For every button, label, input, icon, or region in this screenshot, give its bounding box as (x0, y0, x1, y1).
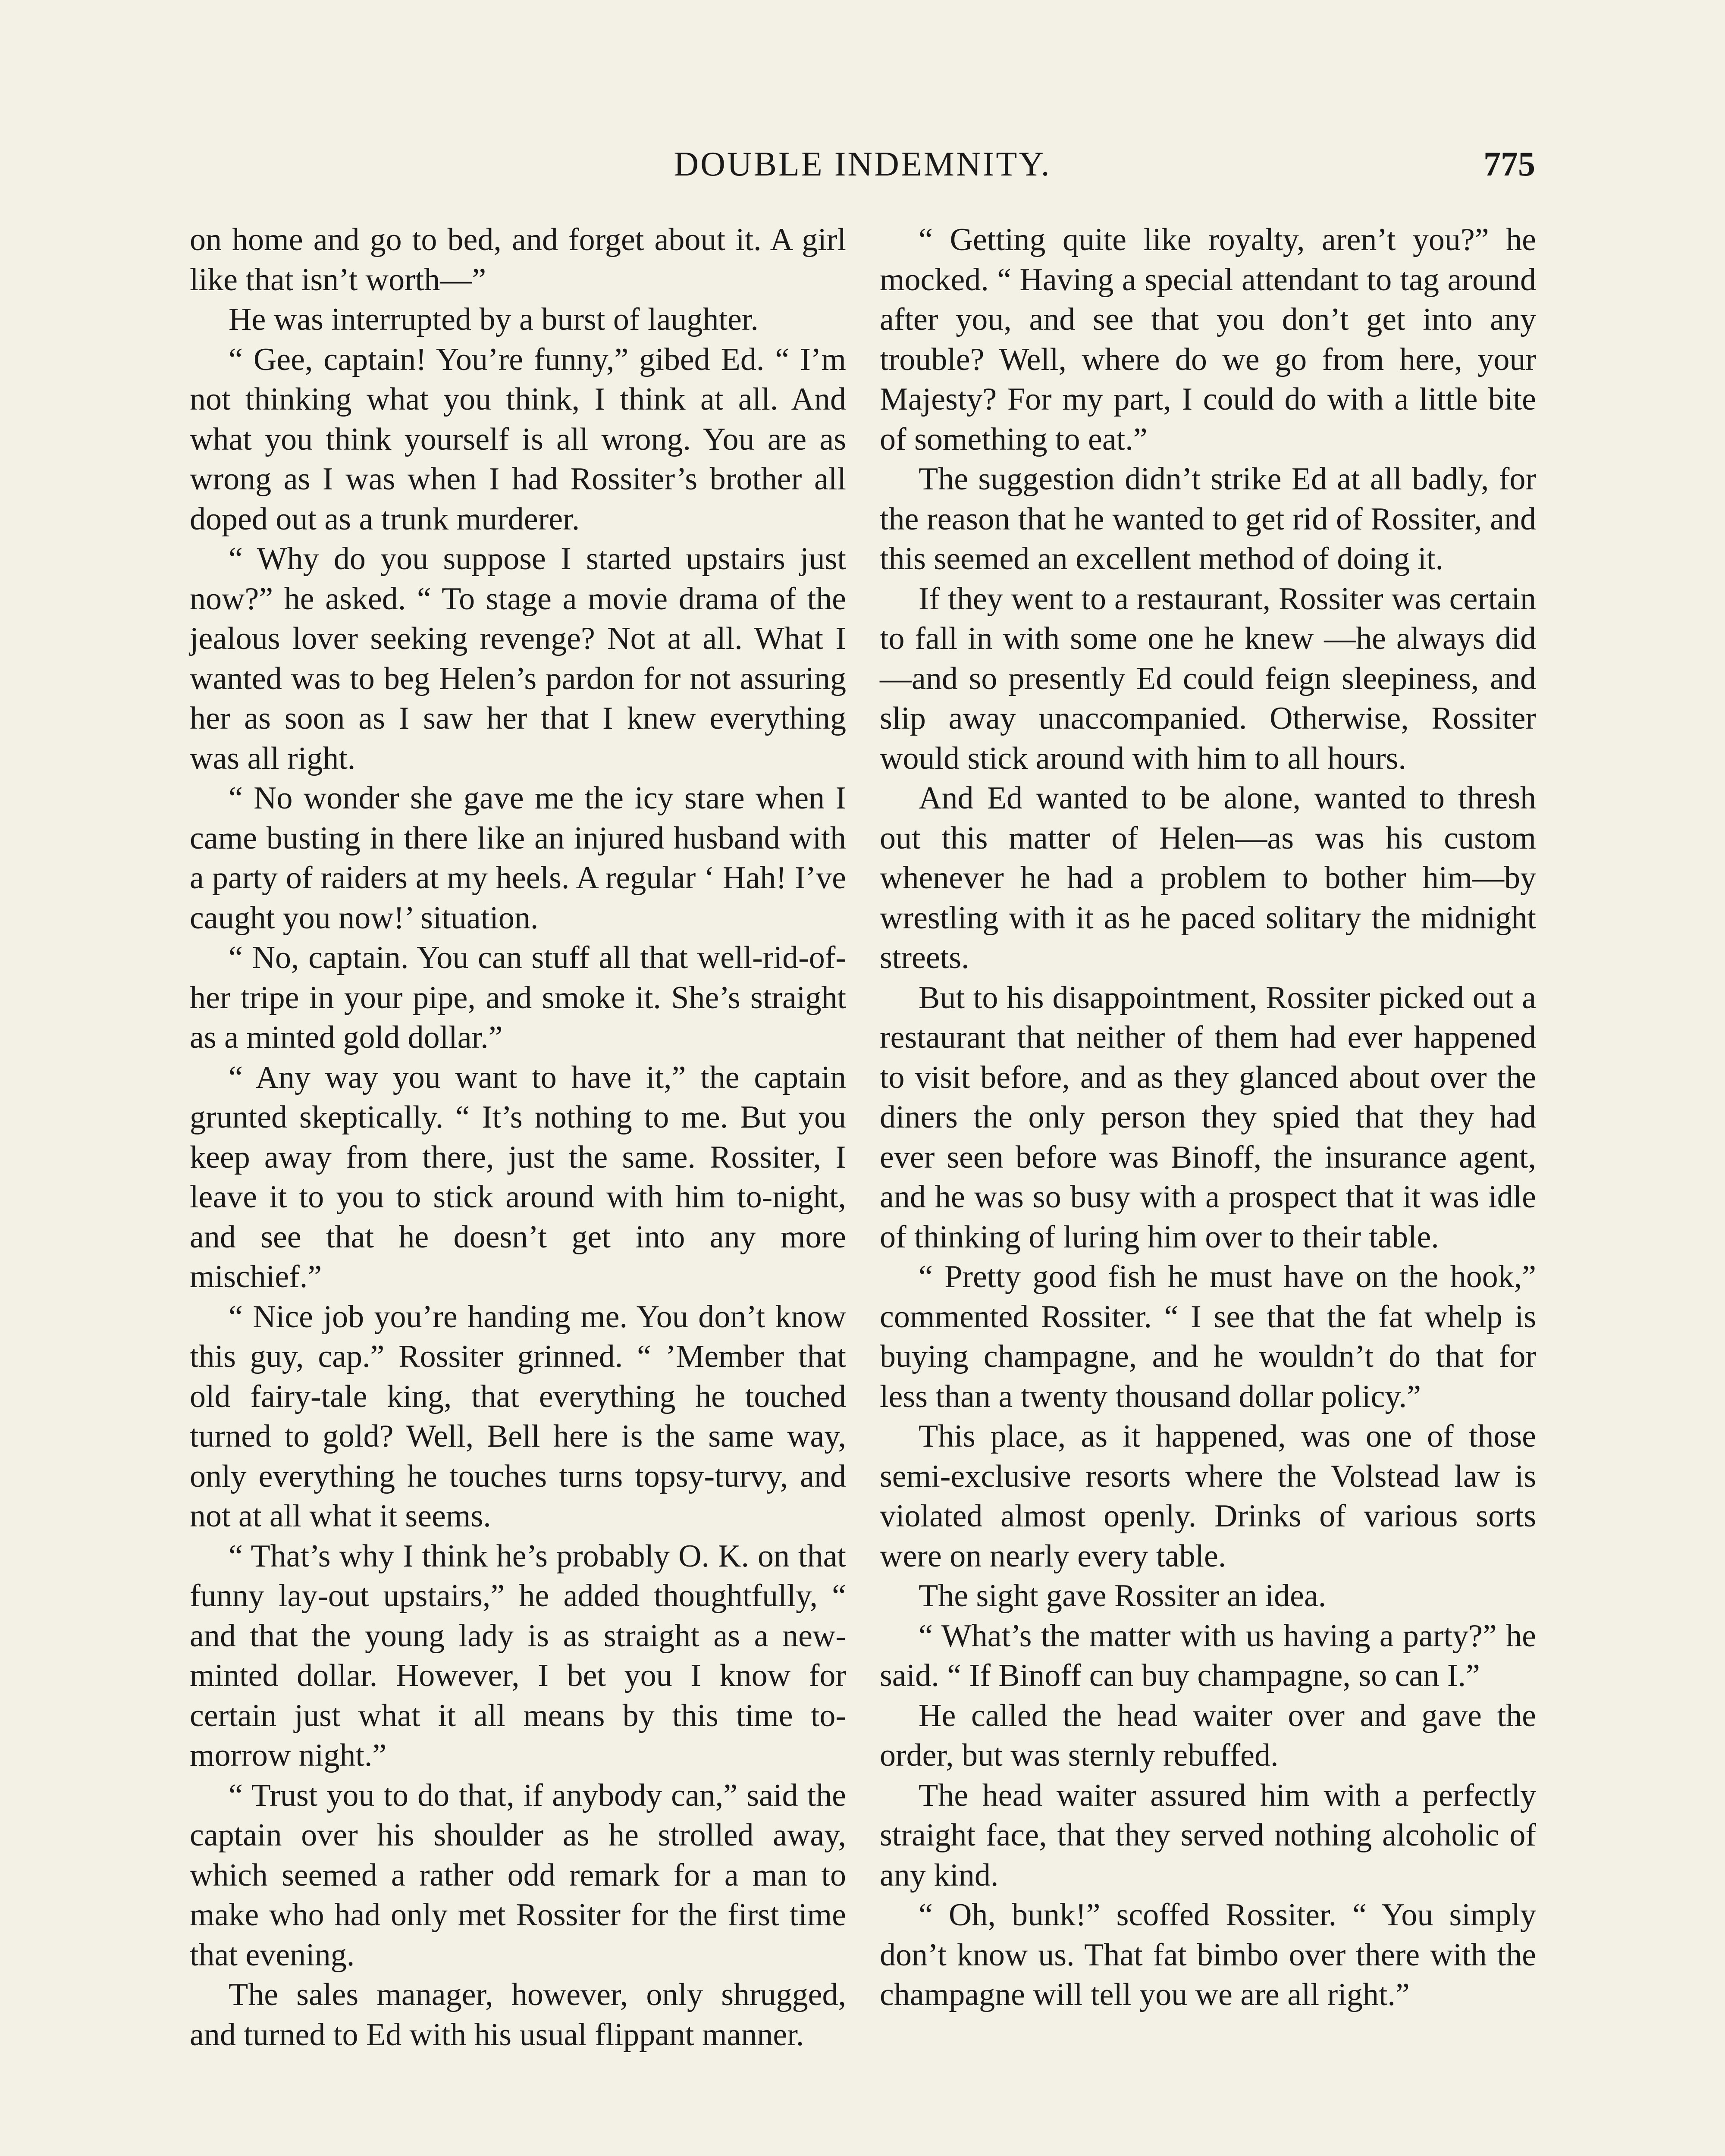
paragraph: “ What’s the matter with us having a party?” he said. “ If Binoff can buy champagne, so can I.” (880, 1618, 1536, 1693)
paragraph: “ Any way you want to have it,” the captain grunted skeptically. “ It’s nothing to me. But you keep away from there, just the same. Rossiter, I leave it to you to stick around with him to-night, and see that he doesn’t get into any more mischief.” (190, 1059, 846, 1294)
paragraph: And Ed wanted to be alone, wanted to thresh out this matter of Helen—as was his custom whenever he had a problem to bother him—by wrestling with it as he paced solitary the midnight streets. (880, 780, 1536, 975)
paragraph: The sight gave Rossiter an idea. (919, 1578, 1327, 1614)
paragraph: He was interrupted by a burst of laughter. (229, 302, 759, 337)
right-column (880, 220, 1536, 2015)
paragraph: “ No wonder she gave me the icy stare when I came busting in there like an injured husband with a party of raiders at my heels. A regular ‘ Hah! I’ve caught you now!’ situation. (190, 780, 846, 936)
running-title: DOUBLE INDEMNITY. (674, 145, 1051, 183)
paragraph: “ Gee, captain! You’re funny,” gibed Ed. “ I’m not thinking what you think, I think at all. And what you think yourself is all wrong. You are as wrong as I was when I had Rossiter’s brother all doped out as a trunk murderer. (190, 342, 846, 537)
paragraph: “ Why do you suppose I started upstairs just now?” he asked. “ To stage a movie drama of the jealous lover seeking revenge? Not at all. What I wanted was to beg Helen’s pardon for not assuring her as soon as I saw her that I knew everything was all right. (190, 541, 846, 776)
paragraph: The head waiter assured him with a perfectly straight face, that they served nothing alcoholic of any kind. (880, 1777, 1536, 1893)
paragraph: “ That’s why I think he’s probably O. K. on that funny lay-out upstairs,” he added thoughtfully, “ and that the young lady is as straight as a new-minted dollar. However, I bet you I know for certain just what it all means by this time to-morrow night.” (190, 1538, 846, 1773)
paragraph: But to his disappointment, Rossiter picked out a restaurant that neither of them had ever happened to visit before, and as they glanced about over the diners the only person they spied that they had ever seen before was Binoff, the insurance agent, and he was so busy with a prospect that it was idle of thinking of luring him over to their table. (880, 980, 1536, 1255)
paragraph: “ Trust you to do that, if anybody can,” said the captain over his shoulder as he strolled away, which seemed a rather odd remark for a man to make who had only met Rossiter for the first time that evening. (190, 1777, 846, 1973)
paragraph: This place, as it happened, was one of those semi-exclusive resorts where the Volstead law is violated almost openly. Drinks of various sorts were on nearly every table. (880, 1419, 1536, 1574)
page-header (190, 145, 1535, 192)
paragraph: “ No, captain. You can stuff all that well-rid-of-her tripe in your pipe, and smoke it. She’s straight as a minted gold dollar.” (190, 940, 846, 1055)
paragraph: “ Pretty good fish he must have on the hook,” commented Rossiter. “ I see that the fat whelp is buying champagne, and he wouldn’t do that for less than a twenty thousand dollar policy.” (880, 1259, 1536, 1414)
paragraph: “ Getting quite like royalty, aren’t you?” he mocked. “ Having a special attendant to tag around after you, and see that you don’t get into any trouble? Well, where do we go from here, your Majesty? For my part, I could do with a little bite of something to eat.” (880, 222, 1536, 457)
paragraph: He called the head waiter over and gave the order, but was sternly rebuffed. (880, 1698, 1536, 1773)
paragraph: The sales manager, however, only shrugged, and turned to Ed with his usual flippant manner. (190, 1977, 846, 2053)
paragraph: “ Nice job you’re handing me. You don’t know this guy, cap.” Rossiter grinned. “ ’Member that old fairy-tale king, that everything he touched turned to gold? Well, Bell here is the same way, only everything he touches turns topsy-turvy, and not at all what it seems. (190, 1299, 846, 1534)
paragraph: on home and go to bed, and forget about it. A girl like that isn’t worth—” (190, 222, 846, 298)
left-column (190, 220, 846, 2055)
paragraph: “ Oh, bunk!” scoffed Rossiter. “ You simply don’t know us. That fat bimbo over there with the champagne will tell you we are all right.” (880, 1897, 1536, 2012)
page-number: 775 (1484, 145, 1535, 183)
paragraph: The suggestion didn’t strike Ed at all badly, for the reason that he wanted to get rid of Rossiter, and this seemed an excellent method of doing it. (880, 461, 1536, 577)
paragraph: If they went to a restaurant, Rossiter was certain to fall in with some one he knew —he always did—and so presently Ed could feign sleepiness, and slip away unaccompanied. Otherwise, Rossiter would stick around with him to all hours. (880, 581, 1536, 776)
